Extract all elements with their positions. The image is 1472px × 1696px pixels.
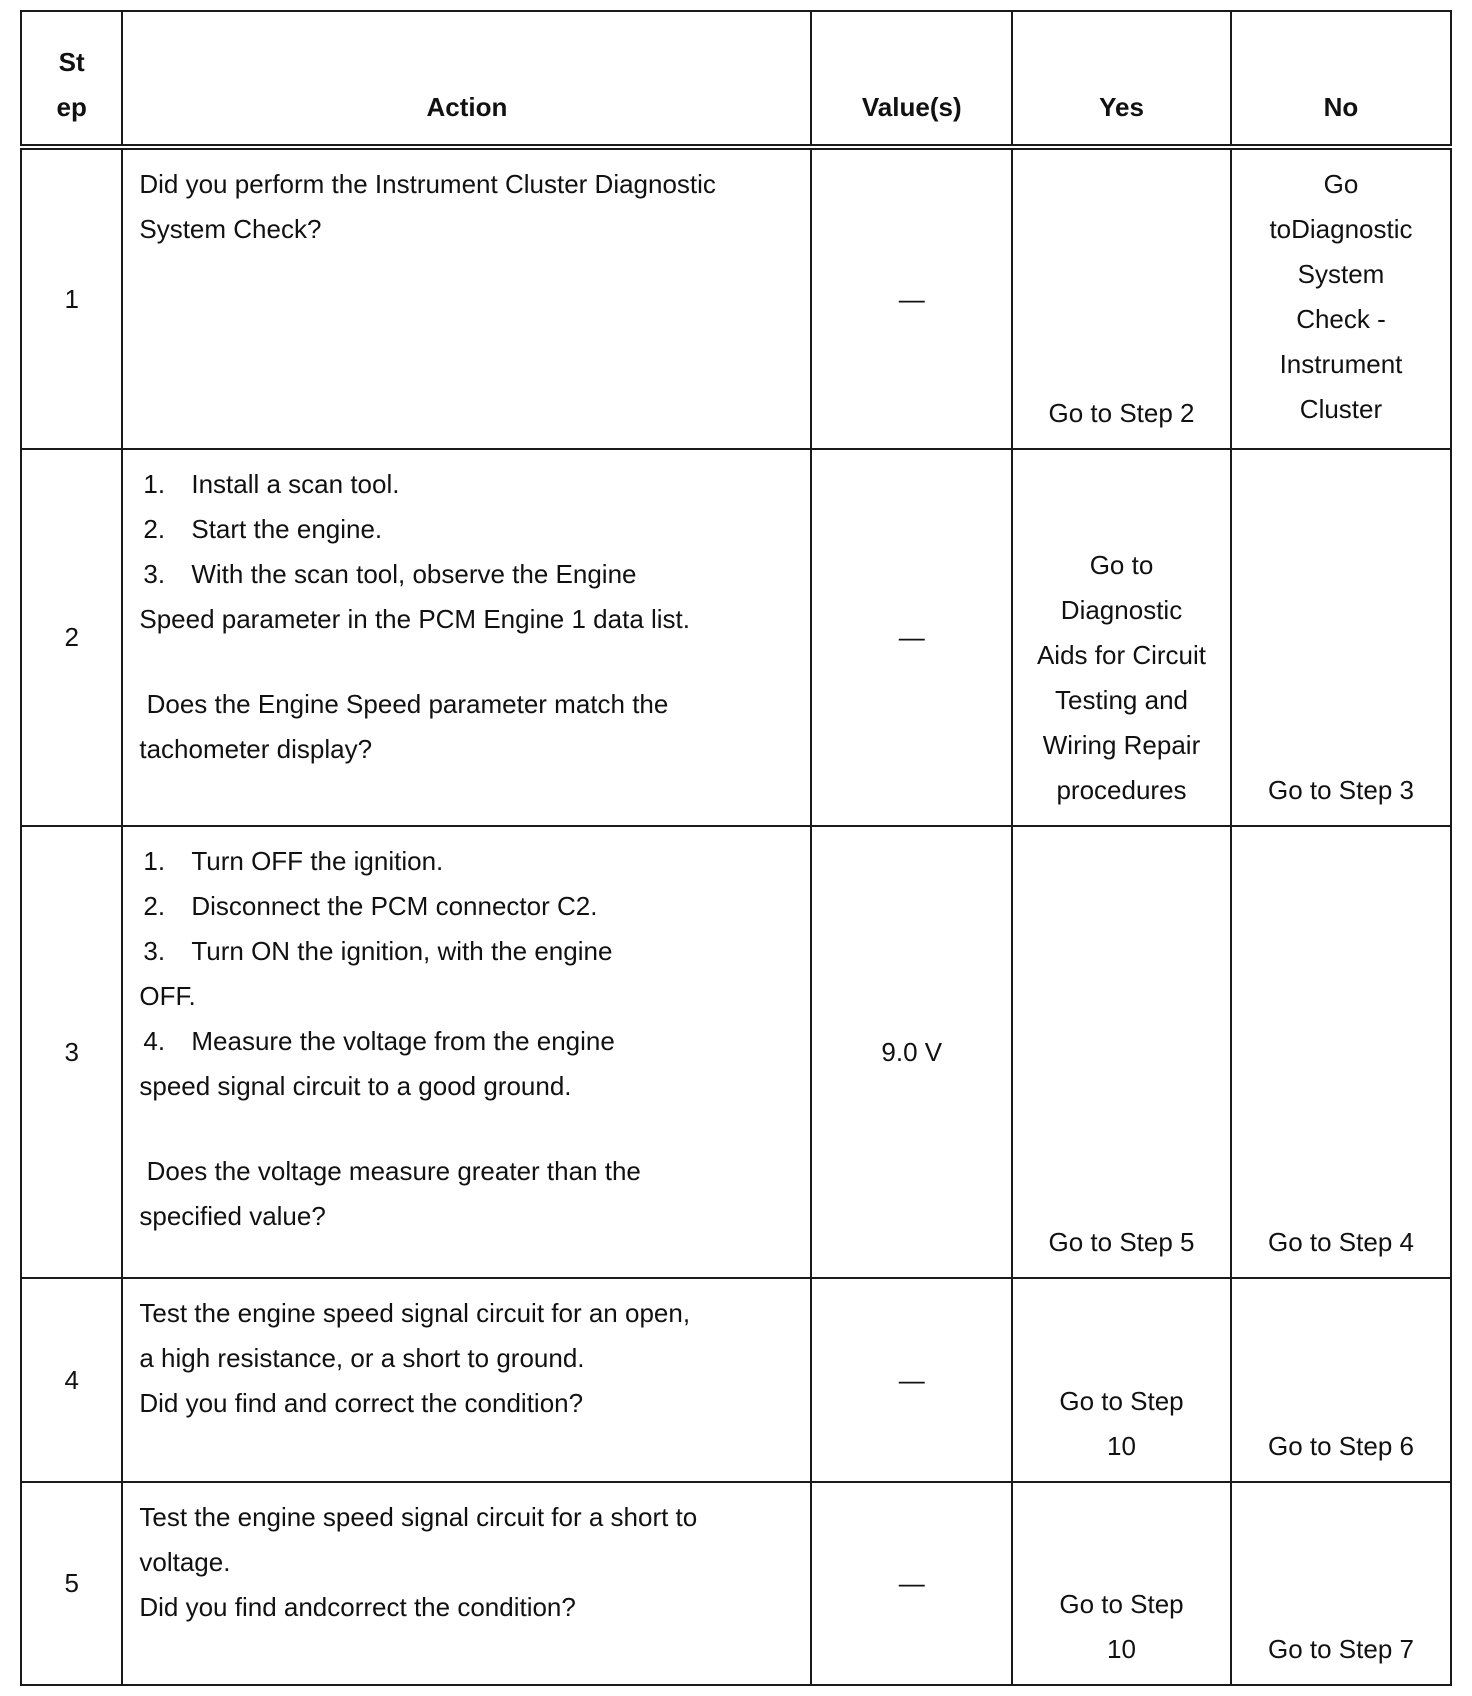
no-cell xyxy=(1231,1482,1451,1685)
action-question: Does the voltage measure greater than the xyxy=(139,1156,641,1187)
action-line: Did you find andcorrect the condition? xyxy=(139,1592,576,1623)
list-text: Start the engine. xyxy=(191,514,383,545)
yes-cell xyxy=(1012,1482,1231,1685)
action-line: Test the engine speed signal circuit for an open, xyxy=(139,1298,691,1329)
action-list-item xyxy=(139,1019,796,1064)
yes-cell xyxy=(1012,147,1231,449)
yes-cell xyxy=(1012,449,1231,826)
action-question: Does the Engine Speed parameter match the xyxy=(139,689,669,720)
yes-link-line: Go to Step xyxy=(1059,1589,1184,1619)
step-number: 5 xyxy=(21,1482,122,1685)
action-cell xyxy=(122,147,811,449)
value-cell: 9.0 V xyxy=(811,826,1012,1278)
action-line: Test the engine speed signal circuit for a short to xyxy=(139,1502,698,1533)
list-text: Install a scan tool. xyxy=(191,469,400,500)
table-row xyxy=(21,1482,1451,1685)
list-number: 4. xyxy=(143,1026,166,1057)
step-number: 3 xyxy=(21,826,122,1278)
no-link: Go to Step 7 xyxy=(1267,1634,1414,1664)
action-cell xyxy=(122,1482,811,1685)
no-link: Go to Step 4 xyxy=(1267,1227,1414,1258)
no-link: Go to Step 3 xyxy=(1267,775,1414,806)
step-column-header xyxy=(21,11,122,147)
step-number: 4 xyxy=(21,1278,122,1482)
action-line: Did you find and correct the condition? xyxy=(139,1388,584,1419)
value-cell: — xyxy=(811,1278,1012,1482)
yes-link-line: Aids for Circuit xyxy=(1036,640,1207,671)
no-cell xyxy=(1231,147,1451,449)
step-number: 1 xyxy=(21,147,122,449)
step-number: 2 xyxy=(21,449,122,826)
action-list-item xyxy=(139,929,796,974)
yes-link-line: Diagnostic xyxy=(1060,595,1183,626)
header-row xyxy=(21,11,1451,147)
action-line: Did you perform the Instrument Cluster Diagnostic xyxy=(139,169,716,199)
list-text: Disconnect the PCM connector C2. xyxy=(191,891,598,922)
list-number: 2. xyxy=(143,514,166,545)
list-number: 2. xyxy=(143,891,166,922)
no-link-line: Check - xyxy=(1296,304,1386,334)
action-line: OFF. xyxy=(139,981,196,1012)
yes-link-line: Wiring Repair xyxy=(1042,730,1201,761)
no-link: Go to Step 6 xyxy=(1267,1431,1414,1462)
value-cell: — xyxy=(811,449,1012,826)
value-cell: — xyxy=(811,147,1012,449)
diagnostic-table xyxy=(20,10,1452,1686)
action-list-item xyxy=(139,839,796,884)
yes-cell xyxy=(1012,1278,1231,1482)
no-column-header: No xyxy=(1231,11,1451,147)
list-text: Turn OFF the ignition. xyxy=(191,846,444,877)
no-link-line: Instrument xyxy=(1279,349,1403,379)
action-list-item xyxy=(139,884,796,929)
action-line: System Check? xyxy=(139,214,322,244)
yes-link: Go to Step 2 xyxy=(1048,398,1195,429)
no-link-line: toDiagnostic xyxy=(1269,214,1413,244)
step-header-line2: ep xyxy=(56,92,87,122)
table-row xyxy=(21,1278,1451,1482)
yes-link-line: procedures xyxy=(1056,775,1187,806)
action-cell xyxy=(122,826,811,1278)
action-list-item xyxy=(139,507,796,552)
yes-link-line: Go to xyxy=(1089,550,1154,581)
table-row xyxy=(21,147,1451,449)
action-cell xyxy=(122,1278,811,1482)
action-list-item xyxy=(139,552,796,597)
no-link-line: Go xyxy=(1323,169,1359,199)
yes-link-line: 10 xyxy=(1107,1431,1136,1462)
yes-cell xyxy=(1012,826,1231,1278)
no-link-line: Cluster xyxy=(1299,394,1383,424)
action-question: specified value? xyxy=(139,1201,326,1232)
action-line: Speed parameter in the PCM Engine 1 data list. xyxy=(139,604,691,635)
list-number: 3. xyxy=(143,559,166,590)
yes-link-line: Go to Step xyxy=(1059,1386,1184,1417)
value-cell: — xyxy=(811,1482,1012,1685)
yes-link: Go to Step 5 xyxy=(1048,1227,1195,1258)
action-column-header: Action xyxy=(122,11,811,147)
list-number: 1. xyxy=(143,846,166,877)
no-link-line: System xyxy=(1297,259,1385,289)
yes-link-line: Testing and xyxy=(1055,685,1188,716)
list-text: Measure the voltage from the engine xyxy=(191,1026,615,1057)
values-column-header: Value(s) xyxy=(811,11,1012,147)
list-number: 3. xyxy=(143,936,166,967)
table-row xyxy=(21,826,1451,1278)
step-header-line1: St xyxy=(58,47,85,77)
list-number: 1. xyxy=(143,469,166,500)
action-line: a high resistance, or a short to ground. xyxy=(139,1343,585,1374)
list-text: Turn ON the ignition, with the engine xyxy=(191,936,613,967)
no-cell xyxy=(1231,826,1451,1278)
action-line: speed signal circuit to a good ground. xyxy=(139,1071,572,1102)
action-list-item xyxy=(139,462,796,507)
list-text: With the scan tool, observe the Engine xyxy=(191,559,637,590)
yes-link-line: 10 xyxy=(1107,1634,1136,1664)
no-cell xyxy=(1231,449,1451,826)
action-line: voltage. xyxy=(139,1547,231,1578)
no-cell xyxy=(1231,1278,1451,1482)
action-question: tachometer display? xyxy=(139,734,373,765)
yes-column-header: Yes xyxy=(1012,11,1231,147)
action-cell xyxy=(122,449,811,826)
table-row xyxy=(21,449,1451,826)
